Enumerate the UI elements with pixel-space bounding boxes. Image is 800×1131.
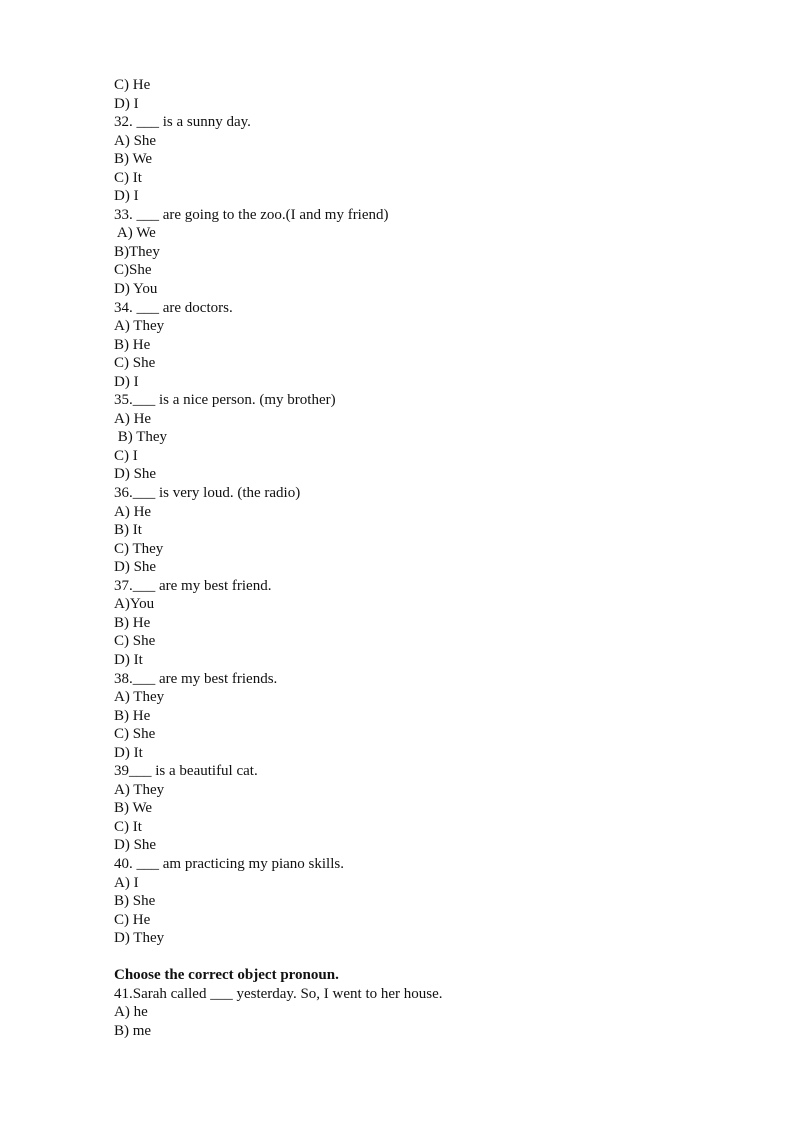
option-line: C) She [114,355,156,372]
option-line: A) He [114,503,152,520]
option-line: B) We [114,800,153,817]
question-33 [114,206,754,299]
question-38 [114,670,754,763]
option-line: D) It [114,651,143,668]
option-line: B) me [114,1022,152,1039]
worksheet-page [114,76,754,1040]
option-line: A) They [114,318,165,335]
question-prompt: 32. ___ is a sunny day. [114,114,251,131]
option-line: D) She [114,559,157,576]
question-prompt: 34. ___ are doctors. [114,299,233,316]
option-line: A) he [114,1004,148,1021]
option-line: B) They [114,429,168,446]
blank-line [114,948,754,967]
option-line: B) He [114,614,151,631]
option-line: D) She [114,837,157,854]
question-prompt: 38.___ are my best friends. [114,670,278,687]
option-line: A) She [114,132,157,149]
option-line: D) She [114,466,157,483]
question-prompt: 35.___ is a nice person. (my brother) [114,392,336,409]
option-line: A) They [114,781,165,798]
question-34 [114,299,754,392]
option-line: B) We [114,151,153,168]
option-line: A) We [114,225,156,242]
question-40 [114,855,754,948]
question-32 [114,113,754,206]
option-line: C) He [114,911,151,928]
option-line: C) They [114,540,164,557]
option-line: C) I [114,447,138,464]
question-36 [114,484,754,577]
option-line: D) I [114,95,139,112]
option-line: A) I [114,874,139,891]
option-line: C) It [114,818,142,835]
option-line: C) It [114,169,142,186]
option-line: D) I [114,188,139,205]
option-line: B)They [114,243,160,260]
question-41 [114,985,754,1041]
option-line: C) She [114,726,156,743]
question-37 [114,577,754,670]
option-line: D) You [114,281,158,298]
option-line: B) It [114,522,142,539]
question-prompt: 40. ___ am practicing my piano skills. [114,855,344,872]
option-line: C) She [114,633,156,650]
option-line: B) She [114,893,156,910]
option-line: B) He [114,336,151,353]
question-39 [114,762,754,855]
option-line: A)You [114,596,155,613]
section-heading: Choose the correct object pronoun. [114,967,339,984]
option-line: C)She [114,262,152,279]
option-line: D) I [114,373,139,390]
question-prompt: 36.___ is very loud. (the radio) [114,485,301,502]
option-line: A) He [114,410,152,427]
question-35 [114,391,754,484]
question-prompt: 33. ___ are going to the zoo.(I and my friend) [114,206,389,223]
question-prompt: 41.Sarah called ___ yesterday. So, I went to her house. [114,985,443,1002]
option-line: D) It [114,744,143,761]
option-line: C) He [114,77,151,93]
option-line: A) They [114,689,165,706]
option-line: D) They [114,930,165,947]
question-prompt: 39___ is a beautiful cat. [114,763,258,780]
option-line: B) He [114,707,151,724]
question-prompt: 37.___ are my best friend. [114,577,272,594]
